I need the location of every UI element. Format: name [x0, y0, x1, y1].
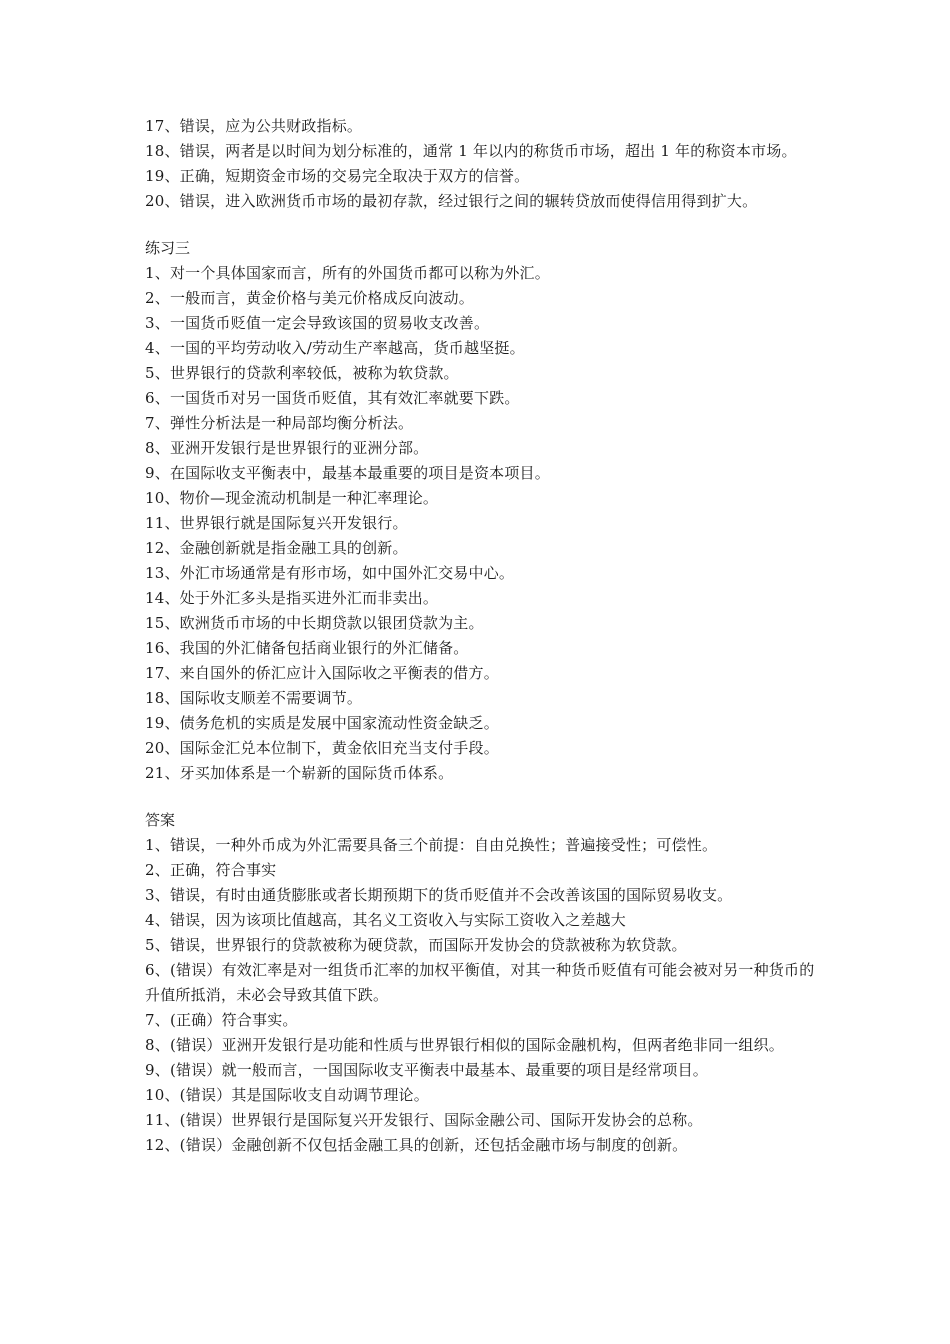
question-item: 20、国际金汇兑本位制下，黄金依旧充当支付手段。 — [145, 739, 499, 757]
question-item: 9、在国际收支平衡表中，最基本最重要的项目是资本项目。 — [145, 464, 550, 482]
question-item: 6、一国货币对另一国货币贬值，其有效汇率就要下跌。 — [145, 389, 520, 407]
answer-item-17: 17、错误，应为公共财政指标。 — [145, 117, 363, 135]
question-item: 13、外汇市场通常是有形市场，如中国外汇交易中心。 — [145, 564, 515, 582]
question-item: 10、物价—现金流动机制是一种汇率理论。 — [145, 489, 439, 507]
section-title-answers: 答案 — [145, 811, 176, 829]
question-item: 18、国际收支顺差不需要调节。 — [145, 689, 363, 707]
question-item: 14、处于外汇多头是指买进外汇而非卖出。 — [145, 589, 439, 607]
question-item: 15、欧洲货币市场的中长期贷款以银团贷款为主。 — [145, 614, 484, 632]
answer-item: 2、正确，符合事实 — [145, 861, 277, 879]
spacer — [145, 214, 815, 236]
question-item: 16、我国的外汇储备包括商业银行的外汇储备。 — [145, 639, 469, 657]
question-item: 19、债务危机的实质是发展中国家流动性资金缺乏。 — [145, 714, 499, 732]
question-item: 2、一般而言，黄金价格与美元价格成反向波动。 — [145, 289, 474, 307]
answer-item: 6、(错误）有效汇率是对一组货币汇率的加权平衡值，对其一种货币贬值有可能会被对另一种货币的升值所抵消，未必会导致其值下跌。 — [145, 961, 815, 1004]
answer-item: 1、错误，一种外币成为外汇需要具备三个前提：自由兑换性；普遍接受性；可偿性。 — [145, 836, 718, 854]
question-item: 11、世界银行就是国际复兴开发银行。 — [145, 514, 408, 532]
answer-item-18: 18、错误，两者是以时间为划分标准的，通常 1 年以内的称货币市场，超出 1 年的称资本市场。 — [145, 142, 797, 160]
question-list — [145, 261, 815, 786]
answer-list-continued — [145, 114, 815, 214]
question-item: 5、世界银行的贷款利率较低，被称为软贷款。 — [145, 364, 459, 382]
answer-item: 11、(错误）世界银行是国际复兴开发银行、国际金融公司、国际开发协会的总称。 — [145, 1111, 703, 1129]
question-item: 8、亚洲开发银行是世界银行的亚洲分部。 — [145, 439, 429, 457]
answer-item-19: 19、正确，短期资金市场的交易完全取决于双方的信誉。 — [145, 167, 530, 185]
answer-item: 5、错误，世界银行的贷款被称为硬贷款，而国际开发协会的贷款被称为软贷款。 — [145, 936, 687, 954]
answer-item: 9、(错误）就一般而言，一国国际收支平衡表中最基本、最重要的项目是经常项目。 — [145, 1061, 708, 1079]
answer-list — [145, 833, 815, 1158]
answer-item: 3、错误，有时由通货膨胀或者长期预期下的货币贬值并不会改善该国的国际贸易收支。 — [145, 886, 733, 904]
answer-item: 8、(错误）亚洲开发银行是功能和性质与世界银行相似的国际金融机构，但两者绝非同一组织。 — [145, 1036, 784, 1054]
question-item: 21、牙买加体系是一个崭新的国际货币体系。 — [145, 764, 454, 782]
answer-item: 12、(错误）金融创新不仅包括金融工具的创新，还包括金融市场与制度的创新。 — [145, 1136, 688, 1154]
question-item: 17、来自国外的侨汇应计入国际收之平衡表的借方。 — [145, 664, 499, 682]
document-page — [145, 114, 815, 1158]
question-item: 1、对一个具体国家而言，所有的外国货币都可以称为外汇。 — [145, 264, 550, 282]
section-title-exercise-3: 练习三 — [145, 239, 191, 257]
answer-item: 10、(错误）其是国际收支自动调节理论。 — [145, 1086, 429, 1104]
answer-item-20: 20、错误，进入欧洲货币市场的最初存款，经过银行之间的辗转贷放而使得信用得到扩大。 — [145, 192, 758, 210]
answer-item: 7、(正确）符合事实。 — [145, 1011, 298, 1029]
question-item: 12、金融创新就是指金融工具的创新。 — [145, 539, 408, 557]
question-item: 3、一国货币贬值一定会导致该国的贸易收支改善。 — [145, 314, 490, 332]
question-item: 4、一国的平均劳动收入/劳动生产率越高，货币越坚挺。 — [145, 339, 525, 357]
spacer — [145, 786, 815, 808]
question-item: 7、弹性分析法是一种局部均衡分析法。 — [145, 414, 414, 432]
answer-item: 4、错误，因为该项比值越高，其名义工资收入与实际工资收入之差越大 — [145, 911, 626, 929]
